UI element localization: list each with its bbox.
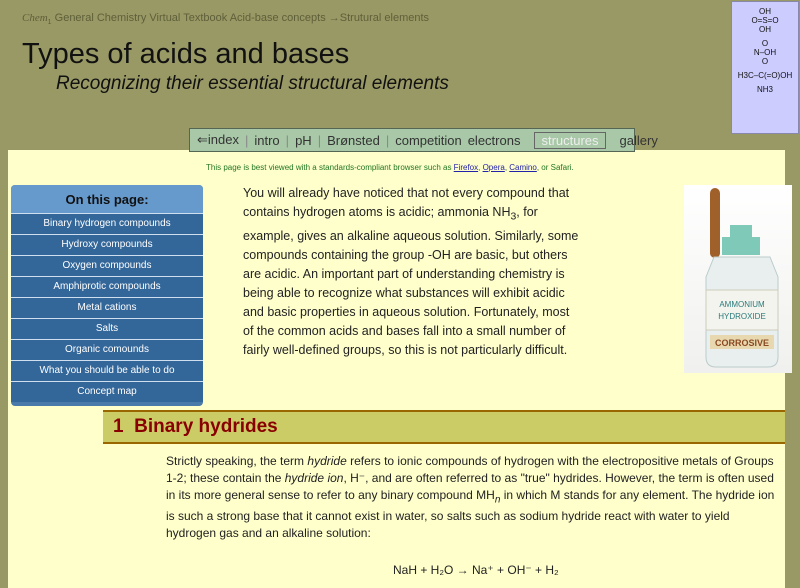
mol-text: O bbox=[761, 57, 769, 66]
toc-item[interactable]: Concept map bbox=[11, 381, 203, 402]
toc-item[interactable]: Hydroxy compounds bbox=[11, 234, 203, 255]
breadcrumb-sub: 1 bbox=[47, 19, 52, 27]
nav-structures-current: structures bbox=[534, 132, 605, 149]
page-subtitle: Recognizing their essential structural elements bbox=[56, 73, 449, 94]
breadcrumb-chem1[interactable]: Chem bbox=[22, 12, 48, 24]
toc-item[interactable]: Binary hydrogen compounds bbox=[11, 213, 203, 234]
toc-item[interactable]: Salts bbox=[11, 318, 203, 339]
intro-paragraph bbox=[243, 184, 583, 360]
chapter-nav bbox=[189, 128, 658, 152]
browser-notice: This page is best viewed with a standards-compliant browser such as Firefox, Opera, Camino, or Safari. bbox=[206, 163, 574, 172]
svg-text:AMMONIUM: AMMONIUM bbox=[719, 300, 765, 309]
subscript: 3 bbox=[510, 211, 517, 223]
nav-index[interactable]: ⇐index bbox=[197, 132, 239, 147]
mol-text: OH bbox=[759, 7, 771, 16]
ammonium-hydroxide-bottle-photo bbox=[684, 185, 792, 373]
text: , H⁻, and are often referred to as "true" hydrides. However, the term is often used in its more general sense to refer to any binary compound MH bbox=[166, 471, 774, 502]
nav-electrons[interactable]: electrons bbox=[467, 132, 521, 148]
separator: | bbox=[244, 132, 249, 148]
equation: NaH + H₂O → Na⁺ + OH⁻ + H₂ bbox=[393, 563, 559, 577]
notice-text: , or Safari. bbox=[536, 163, 574, 172]
mol-text: NH3 bbox=[756, 85, 773, 94]
toc-item[interactable]: Amphiprotic compounds bbox=[11, 276, 203, 297]
mol-text: H3C–C(=O)OH bbox=[737, 71, 793, 80]
section-paragraph bbox=[166, 453, 781, 542]
toc-item[interactable]: Metal cations bbox=[11, 297, 203, 318]
intro-text: , for example, gives an alkaline aqueous solution. Similarly, some compounds containing the group -OH are basic, but others are acidic. An important part of understanding chemistry is being able to recognize what substances will exhibit acidic and basic properties in aqueous solution. Fortunately, most of the common acids and bases fall into a small number of fairly well-defined groups, so this is not particularly difficult. bbox=[243, 205, 579, 357]
section-heading-binary-hydrides: 1 Binary hydrides bbox=[103, 410, 785, 444]
molecule-structures-image bbox=[731, 1, 799, 134]
nav-competition[interactable]: competition bbox=[395, 132, 462, 148]
nav-ph[interactable]: pH bbox=[295, 132, 312, 148]
toc-item[interactable]: Oxygen compounds bbox=[11, 255, 203, 276]
toc-item[interactable]: What you should be able to do bbox=[11, 360, 203, 381]
toc-item[interactable]: Organic comounds bbox=[11, 339, 203, 360]
text: Strictly speaking, the term bbox=[166, 454, 308, 468]
mol-text: OH bbox=[759, 25, 771, 34]
notice-text: This page is best viewed with a standards-compliant browser such as bbox=[206, 163, 454, 172]
mol-text: O bbox=[761, 39, 769, 48]
text: in which M stands for any element. The hydride ion is such a strong base that it cannot exist in water, so salts such as sodium hydride react with water to yield hydrogen gas and an alkaline solution: bbox=[166, 488, 775, 541]
nav-gallery[interactable]: gallery bbox=[619, 132, 658, 148]
mol-text: N–OH bbox=[753, 48, 777, 57]
text: refers to ionic compounds of hydrogen with the electropositive metals of Groups 1-2; these contain the bbox=[166, 454, 774, 485]
page-title: Types of acids and bases bbox=[22, 38, 350, 70]
intro-text: You will already have noticed that not every compound that contains hydrogen atoms is acidic; ammonia NH bbox=[243, 186, 570, 219]
svg-text:CORROSIVE: CORROSIVE bbox=[714, 338, 770, 348]
separator: | bbox=[285, 132, 290, 148]
text: hydride ion bbox=[284, 471, 344, 485]
breadcrumb-path[interactable]: General Chemistry Virtual Textbook Acid-base concepts →Strutural elements bbox=[54, 12, 430, 24]
opera-link[interactable]: Opera bbox=[482, 163, 505, 172]
subscript: n bbox=[494, 494, 501, 506]
mol-text: O=S=O bbox=[751, 16, 779, 25]
nav-bronsted[interactable]: Brønsted bbox=[327, 132, 380, 148]
firefox-link[interactable]: Firefox bbox=[453, 163, 479, 172]
bottle-icon bbox=[684, 185, 792, 373]
breadcrumb bbox=[22, 12, 429, 26]
separator: | bbox=[385, 132, 390, 148]
text: hydride bbox=[307, 454, 347, 468]
toc-heading: On this page: bbox=[11, 185, 203, 213]
nav-intro[interactable]: intro bbox=[254, 132, 280, 148]
camino-link[interactable]: Camino bbox=[509, 163, 537, 172]
on-this-page-menu bbox=[11, 185, 203, 406]
separator: | bbox=[317, 132, 322, 148]
svg-text:HYDROXIDE: HYDROXIDE bbox=[718, 312, 766, 321]
